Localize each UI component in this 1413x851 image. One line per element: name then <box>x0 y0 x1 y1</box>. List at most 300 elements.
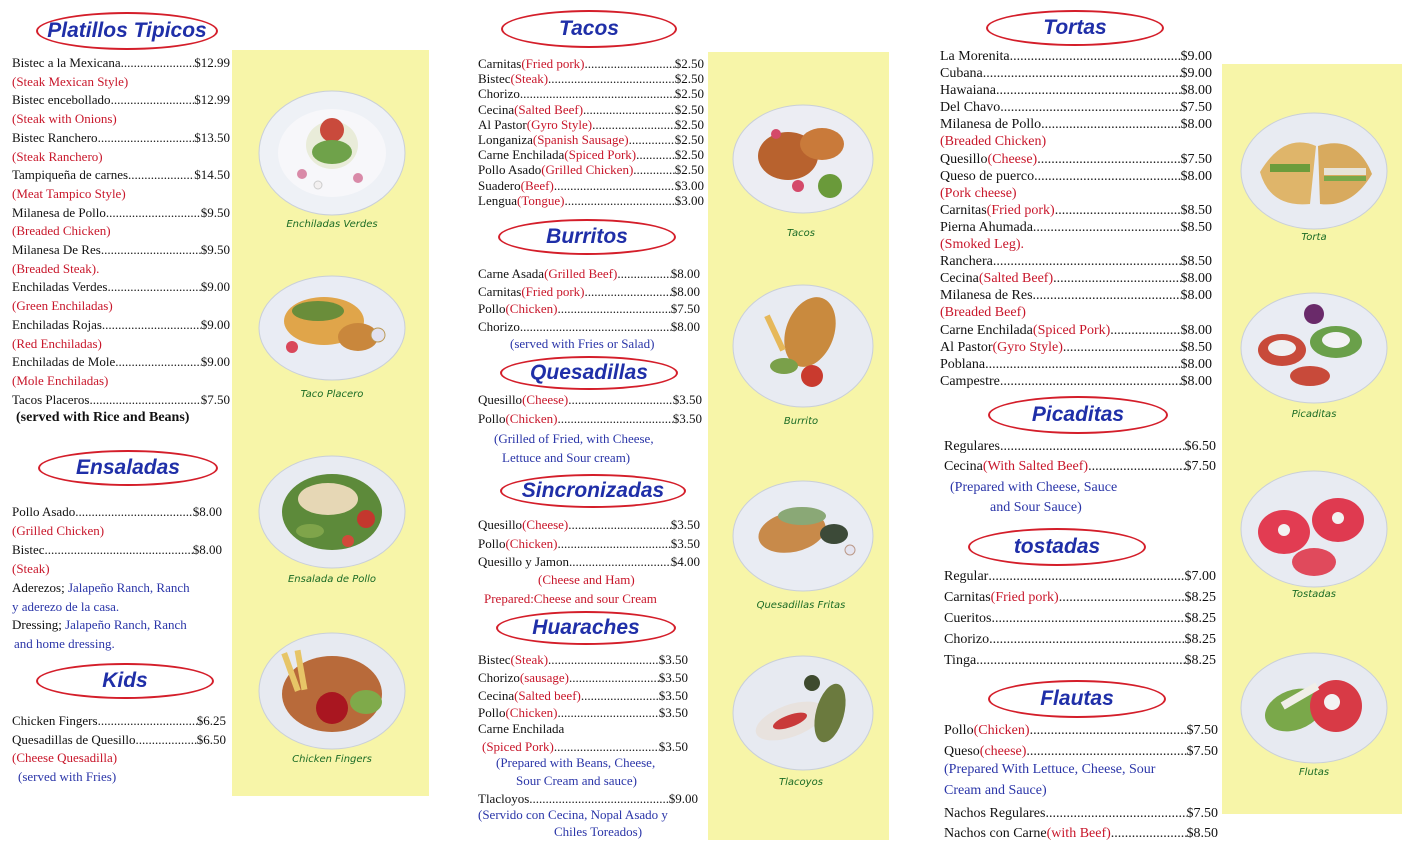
item-description: (Steak Mexican Style) <box>12 73 129 89</box>
photo-caption: Torta <box>1301 232 1327 243</box>
section-note: Sour Cream and sauce) <box>516 773 637 788</box>
section-note: and Sour Sauce) <box>990 500 1082 515</box>
menu-item-name: Longaniza <box>478 132 533 148</box>
photo-caption: Enchiladas Verdes <box>286 219 378 230</box>
dish-photo-picaditas <box>1240 292 1388 404</box>
leader-dots <box>548 71 675 86</box>
leader-dots <box>1026 741 1186 762</box>
menu-item-price: $8.25 <box>1184 590 1216 605</box>
menu-item <box>944 457 1216 477</box>
menu-item-name: Regulares <box>944 439 1000 454</box>
section-title-burritos: Burritos <box>498 219 676 255</box>
menu-item <box>12 204 230 223</box>
menu-item <box>944 650 1216 671</box>
menu-item-price: $7.50 <box>1186 744 1218 759</box>
menu-item-name: Bistec <box>478 71 511 87</box>
menu-item-price: $8.00 <box>1180 288 1212 304</box>
section-note: (served with Rice and Beans) <box>16 410 190 426</box>
menu-item-price: $7.50 <box>1184 459 1216 474</box>
menu-item-price: $8.00 <box>1180 373 1212 389</box>
menu-item-name: Quesillo <box>478 392 523 407</box>
leader-dots <box>1055 202 1181 219</box>
menu-item-price: $9.00 <box>200 354 230 370</box>
leader-dots <box>629 132 675 147</box>
item-description: (Grilled Chicken) <box>12 522 105 538</box>
menu-item-price: $3.50 <box>672 392 702 407</box>
leader-dots <box>1045 804 1186 824</box>
huaraches-list <box>478 651 688 722</box>
leader-dots <box>121 54 195 73</box>
menu-item-translation: (Grilled Beef) <box>544 266 618 281</box>
menu-item-translation: (Grilled Chicken) <box>541 162 634 178</box>
menu-item-name: Carnitas <box>940 202 987 218</box>
dish-photo-enchiladas-verdes <box>258 90 406 216</box>
burritos-list <box>478 265 700 335</box>
menu-item-price: $6.50 <box>1184 439 1216 454</box>
item-description: (Breaded Chicken) <box>12 223 111 239</box>
leader-dots <box>633 162 674 177</box>
menu-item-price: $7.50 <box>670 301 700 316</box>
menu-item-translation: (With Salted Beef) <box>982 459 1089 474</box>
leader-dots <box>1030 720 1187 741</box>
ensaladas-list <box>12 503 222 654</box>
menu-item-name: Pierna Ahumada <box>940 219 1033 235</box>
leader-dots <box>520 318 671 336</box>
menu-item-translation: (Beef) <box>520 177 554 193</box>
menu-item <box>940 219 1212 236</box>
aderezos-line-2: y aderezo de la casa. <box>12 598 120 614</box>
menu-item <box>478 318 700 336</box>
menu-item-price: $8.00 <box>1180 322 1212 338</box>
menu-item-name: Queso de puerco <box>940 168 1035 184</box>
menu-item-translation: (Fried pork) <box>521 56 585 71</box>
menu-item <box>944 720 1218 741</box>
section-title-kids: Kids <box>36 663 214 699</box>
leader-dots <box>557 300 670 318</box>
menu-item <box>940 339 1212 356</box>
menu-item-name: Enchiladas Rojas <box>12 316 102 332</box>
menu-item-translation: (sausage) <box>519 669 569 685</box>
leader-dots <box>583 102 675 117</box>
menu-item-name: Pollo <box>478 705 506 721</box>
section-title-platillos: Platillos Tipicos <box>36 12 218 50</box>
section-title-sincronizadas: Sincronizadas <box>500 474 686 508</box>
section-title-tacos: Tacos <box>501 10 677 48</box>
menu-item <box>940 287 1212 304</box>
menu-item <box>478 71 704 86</box>
menu-item-name: Campestre <box>940 373 1000 389</box>
menu-item-translation: (Chicken) <box>505 301 558 316</box>
menu-item <box>940 168 1212 185</box>
menu-item-name: Carne Asada <box>478 266 545 281</box>
menu-item-price: $7.50 <box>200 391 230 407</box>
menu-item <box>12 129 230 148</box>
leader-dots <box>592 117 675 132</box>
menu-item-name: Quesillo <box>478 517 523 532</box>
leader-dots <box>1111 824 1187 844</box>
menu-item-price: $3.50 <box>658 705 688 721</box>
menu-item <box>940 373 1212 390</box>
menu-item <box>944 629 1216 650</box>
menu-item <box>12 91 230 110</box>
menu-item-translation: (Gyro Style) <box>992 339 1063 355</box>
item-description: (Steak) <box>12 560 50 576</box>
menu-item <box>478 132 704 147</box>
menu-item-price: $9.50 <box>200 204 230 220</box>
menu-item <box>478 178 704 193</box>
menu-item-name: Quesillo y Jamon <box>478 554 569 569</box>
menu-item-translation: (with Beef) <box>1046 826 1111 841</box>
leader-dots <box>1041 116 1180 133</box>
menu-item <box>940 322 1212 339</box>
menu-item <box>944 804 1218 824</box>
menu-item-price: $9.50 <box>200 242 230 258</box>
leader-dots <box>107 278 200 297</box>
menu-item-name: La Morenita <box>940 49 1010 64</box>
menu-item <box>478 669 688 687</box>
menu-item-price: $2.50 <box>674 101 704 117</box>
item-description: (Breaded Chicken) <box>940 134 1047 150</box>
menu-item <box>12 54 230 73</box>
leader-dots <box>996 82 1181 99</box>
leader-dots <box>991 608 1184 629</box>
menu-item-name: Chorizo <box>478 86 520 102</box>
menu-item-name: Pollo <box>478 301 506 316</box>
menu-item-price: $3.50 <box>672 410 702 426</box>
menu-item-name: Enchiladas de Mole <box>12 354 116 370</box>
huaraches-spiced <box>482 738 688 756</box>
menu-item-translation: (Tongue) <box>516 192 565 208</box>
menu-item-price: $8.00 <box>1180 271 1212 287</box>
menu-item-translation: (Steak) <box>510 71 549 87</box>
leader-dots <box>976 650 1184 671</box>
leader-dots <box>564 193 674 208</box>
leader-dots <box>1088 457 1184 477</box>
menu-item-name: Pollo <box>478 535 506 551</box>
menu-item-name: Quesillo <box>940 151 988 167</box>
menu-item <box>478 162 704 177</box>
item-description: (Breaded Steak). <box>12 260 100 276</box>
leader-dots <box>1033 287 1181 304</box>
item-description: (Smoked Leg). <box>940 237 1024 253</box>
section-title-quesadillas: Quesadillas <box>500 356 678 390</box>
menu-item-translation: (Spiced Pork) <box>1032 322 1111 338</box>
menu-item <box>478 86 704 101</box>
leader-dots <box>102 316 201 335</box>
menu-item-name: Del Chavo <box>940 100 1001 116</box>
leader-dots <box>1053 270 1180 287</box>
item-description: (Steak with Onions) <box>12 111 117 127</box>
menu-item-name: Al Pastor <box>478 116 527 132</box>
dish-photo-tostadas <box>1240 470 1388 588</box>
menu-item-price: $2.50 <box>674 56 704 71</box>
menu-item <box>478 265 700 283</box>
menu-item-name: Cecina <box>478 101 515 117</box>
menu-item-name: Carne Enchilada <box>940 322 1033 338</box>
section-note: Lettuce and Sour cream) <box>502 450 631 465</box>
nachos-list <box>944 804 1218 844</box>
menu-item-name: Bistec <box>478 652 511 667</box>
menu-item-translation: (Steak) <box>510 652 549 667</box>
menu-item-price: $8.00 <box>1180 168 1212 184</box>
menu-item-name: Pollo <box>944 723 974 738</box>
leader-dots <box>98 129 195 148</box>
menu-item-name: Cecina <box>940 271 979 287</box>
menu-item-price: $2.50 <box>674 116 704 132</box>
leader-dots <box>1000 437 1185 457</box>
menu-item-price: $8.50 <box>1180 254 1212 270</box>
leader-dots <box>1037 151 1180 168</box>
tacos-list <box>478 56 704 208</box>
menu-item-translation: (Spiced Pork) <box>564 147 637 163</box>
dish-photo-chicken-fingers <box>258 632 406 750</box>
menu-item <box>478 704 688 722</box>
menu-item-name: Bistec a la Mexicana <box>12 55 121 70</box>
menu-item <box>12 166 230 185</box>
menu-item-name: Lengua <box>478 192 517 208</box>
menu-item-name: Carnitas <box>478 56 522 71</box>
tostadas-list <box>944 566 1216 671</box>
menu-item-translation: (Cheese) <box>522 392 569 407</box>
menu-item-price: $2.50 <box>674 86 704 102</box>
menu-item-price: $8.25 <box>1184 632 1216 647</box>
menu-item-price: $8.00 <box>670 283 700 299</box>
photo-caption: Tlacoyos <box>779 777 823 788</box>
menu-item-name: Enchiladas Verdes <box>12 279 108 295</box>
menu-item-name: Nachos con Carne <box>944 826 1047 841</box>
menu-item <box>940 202 1212 219</box>
menu-item-price: $8.25 <box>1184 653 1216 668</box>
menu-item <box>12 316 230 335</box>
leader-dots <box>128 166 194 185</box>
leader-dots <box>568 391 672 410</box>
leader-dots <box>1010 48 1181 65</box>
menu-item-name: Cecina <box>478 687 515 703</box>
platillos-list <box>12 54 230 428</box>
menu-item-name: Bistec encebollado <box>12 92 111 108</box>
dish-photo-tlacoyos <box>732 655 874 771</box>
menu-item <box>944 587 1216 608</box>
leader-dots <box>636 147 675 162</box>
item-description: (Red Enchiladas) <box>12 335 102 351</box>
menu-item-translation: (Chicken) <box>973 723 1030 738</box>
menu-item-price: $3.50 <box>658 687 688 703</box>
menu-item-name: Carne Enchilada <box>478 147 565 163</box>
menu-item <box>940 116 1212 133</box>
menu-item-name: Poblana <box>940 356 986 372</box>
menu-item <box>944 566 1216 587</box>
menu-item-price: $13.50 <box>194 129 230 145</box>
menu-item-price: $2.50 <box>674 71 704 87</box>
menu-item-name: Milanesa de Pollo <box>12 204 106 220</box>
menu-item-translation: (Spanish Sausage) <box>532 132 629 148</box>
picaditas-list <box>944 437 1216 477</box>
dish-photo-tacos <box>732 104 874 214</box>
leader-dots <box>548 651 659 669</box>
menu-item: (Spiced Pork) ..... $3.50 <box>482 738 688 756</box>
section-note: (Prepared With Lettuce, Cheese, Sour <box>944 762 1156 777</box>
leader-dots <box>520 86 675 101</box>
photo-caption: Picaditas <box>1291 409 1337 420</box>
leader-dots <box>557 535 670 554</box>
photo-caption: Flutas <box>1298 767 1330 778</box>
menu-item-price: $14.50 <box>194 167 230 183</box>
menu-item-name: Carnitas <box>944 590 991 605</box>
leader-dots <box>569 553 671 572</box>
section-note: (Prepared with Beans, Cheese, <box>496 755 656 770</box>
menu-item <box>940 82 1212 99</box>
menu-item-translation: (Fried pork) <box>990 590 1059 605</box>
menu-item-price: $3.50 <box>670 517 700 532</box>
menu-item-price: $9.00 <box>1180 49 1212 64</box>
section-note: (served with Fries) <box>18 768 117 784</box>
menu-item-name: Al Pastor <box>940 339 993 355</box>
menu-item-price: $7.50 <box>1180 100 1212 116</box>
dish-photo-torta <box>1240 112 1388 230</box>
menu-item-translation: (Chicken) <box>505 410 558 426</box>
leader-dots <box>988 566 1184 587</box>
item-description: (Breaded Beef) <box>940 305 1026 321</box>
leader-dots <box>569 669 659 687</box>
leader-dots <box>1034 168 1180 185</box>
menu-item-name: Nachos Regulares <box>944 806 1046 821</box>
menu-item-name: Milanesa de Pollo <box>940 117 1042 133</box>
menu-item-name: Pollo Asado <box>478 162 542 178</box>
menu-item-translation: (Cheese) <box>522 517 569 532</box>
leader-dots <box>1063 339 1181 356</box>
menu-item-price: $8.50 <box>1180 219 1212 235</box>
leader-dots <box>557 410 672 429</box>
dish-photo-taco-placero <box>258 275 406 381</box>
item-description: (Steak Ranchero) <box>12 148 103 164</box>
dressing-line-2: and home dressing. <box>14 636 115 652</box>
section-note: Prepared:Cheese and sour Cream <box>484 591 657 606</box>
menu-item-translation: (cheese) <box>979 744 1027 759</box>
menu-item-name: Cecina <box>944 459 983 474</box>
photo-caption: Tostadas <box>1292 589 1336 600</box>
dish-photo-flautas <box>1240 652 1388 764</box>
menu-item-translation: (Salted Beef) <box>978 271 1054 287</box>
menu-item-price: $2.50 <box>674 162 704 178</box>
photo-caption: Taco Placero <box>300 389 364 400</box>
leader-dots <box>585 283 671 301</box>
menu-item <box>478 117 704 132</box>
menu-item <box>12 241 230 260</box>
photo-caption: Tacos <box>786 228 815 239</box>
menu-item-price: $8.25 <box>1184 611 1216 626</box>
leader-dots <box>993 253 1181 270</box>
item-description: (Cheese Quesadilla) <box>12 750 118 765</box>
menu-item: Pollo Asado ..... $8.00 <box>12 503 222 522</box>
menu-item <box>940 48 1212 65</box>
menu-item-price: $3.50 <box>658 669 688 685</box>
menu-item <box>944 608 1216 629</box>
menu-item <box>478 102 704 117</box>
menu-item-price: $9.00 <box>200 316 230 332</box>
menu-item-price: $8.50 <box>1186 826 1218 841</box>
menu-item-translation: (Cheese) <box>987 151 1038 167</box>
leader-dots <box>111 91 195 110</box>
menu-item <box>478 687 688 705</box>
menu-item-price: $8.00 <box>1180 356 1212 372</box>
menu-item-price: $3.00 <box>674 192 704 208</box>
leader-dots <box>115 353 201 372</box>
menu-item-price: $7.50 <box>1186 806 1218 821</box>
section-title-picaditas: Picaditas <box>988 396 1168 434</box>
leader-dots <box>568 516 670 535</box>
leader-dots <box>989 629 1184 650</box>
menu-item-price: $8.00 <box>1180 83 1212 99</box>
tlacloyos-item <box>478 790 698 807</box>
menu-item <box>940 151 1212 168</box>
menu-item <box>478 535 700 554</box>
menu-item-name: Pollo <box>478 410 506 426</box>
leader-dots <box>89 391 200 410</box>
menu-item-name: Suadero <box>478 177 521 193</box>
menu-item-name: Tacos Placeros <box>12 391 90 407</box>
menu-item-name: Ranchera <box>940 254 993 270</box>
section-note: (Cheese and Ham) <box>538 572 635 587</box>
section-title-tostadas: tostadas <box>968 528 1146 566</box>
menu-item <box>944 437 1216 457</box>
section-note: Chiles Toreados) <box>554 824 643 839</box>
menu-item <box>478 410 702 429</box>
menu-item-name: Cubana <box>940 66 983 82</box>
menu-item <box>478 516 700 535</box>
menu-item <box>940 356 1212 373</box>
menu-item-price: $4.00 <box>670 554 700 569</box>
menu-item-name: Milanesa De Res <box>12 242 101 258</box>
menu-item-translation: (Salted beef) <box>514 687 581 703</box>
menu-item-price: $12.99 <box>194 92 230 108</box>
menu-item-translation: (Salted Beef) <box>514 101 584 117</box>
menu-item-name: Chorizo <box>478 318 520 334</box>
leader-dots <box>983 65 1181 82</box>
menu-item <box>940 65 1212 82</box>
leader-dots <box>581 687 659 705</box>
menu-item-price: $3.50 <box>658 652 688 667</box>
dressing-line: Dressing; Jalapeño Ranch, Ranch <box>12 617 187 633</box>
section-note: (served with Fries or Salad) <box>510 336 655 351</box>
menu-item-price: $3.00 <box>674 177 704 193</box>
menu-item-name: Hawaiana <box>940 83 996 99</box>
menu-item-price: $8.00 <box>1180 117 1212 133</box>
leader-dots <box>554 178 675 193</box>
menu-item-price: $7.50 <box>1180 151 1212 167</box>
menu-item <box>944 741 1218 762</box>
menu-item-translation: (Chicken) <box>505 705 558 721</box>
menu-item: Quesadillas de Quesillo ..... $6.50 <box>12 731 226 750</box>
menu-item <box>478 283 700 301</box>
section-note: Cream and Sauce) <box>944 783 1047 798</box>
leader-dots <box>106 204 201 223</box>
photo-caption: Quesadillas Fritas <box>756 600 846 611</box>
item-description: (Meat Tampico Style) <box>12 185 126 201</box>
photo-caption: Chicken Fingers <box>292 754 372 765</box>
leader-dots <box>1000 99 1180 116</box>
leader-dots <box>1000 373 1181 390</box>
item-description: (Green Enchiladas) <box>12 298 113 314</box>
menu-item <box>478 391 702 410</box>
menu-item-name: Carnitas <box>478 283 522 299</box>
section-title-ensaladas: Ensaladas <box>38 450 218 486</box>
menu-item-name: Chorizo <box>944 632 990 647</box>
menu-item-price: $12.99 <box>194 55 230 70</box>
leader-dots <box>557 704 658 722</box>
flautas-list <box>944 720 1218 762</box>
kids-list <box>12 712 226 786</box>
leader-dots <box>1110 322 1180 339</box>
